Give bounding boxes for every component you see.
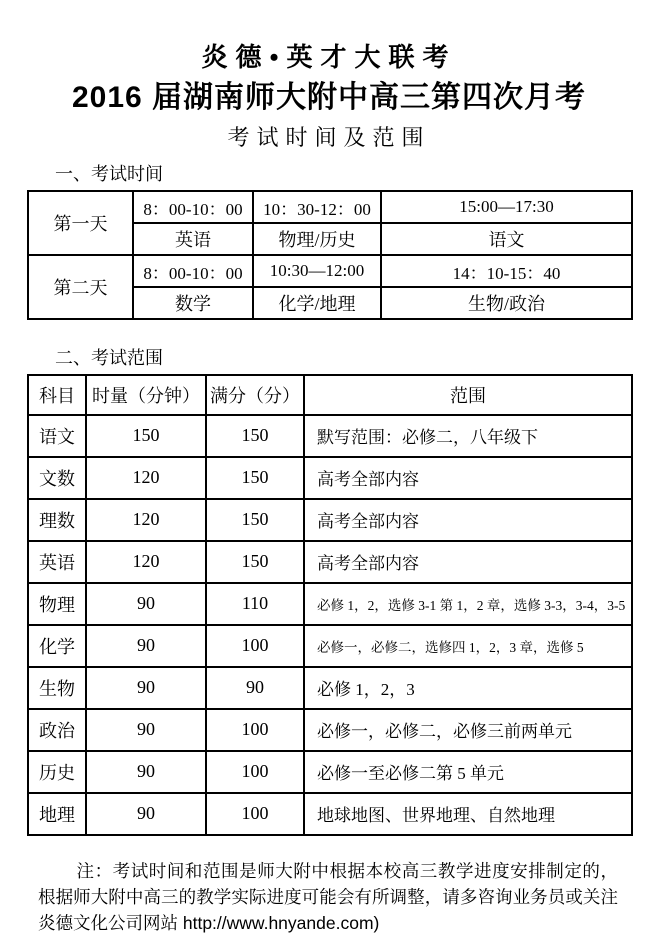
scope-cell-fullscore: 150 [206, 457, 304, 499]
schedule-day2-subject-3: 生物/政治 [381, 287, 632, 319]
scope-cell-subject: 化学 [28, 625, 86, 667]
scope-cell-fullscore: 150 [206, 541, 304, 583]
footer-note: 注：考试时间和范围是师大附中根据本校高三教学进度安排制定的，根据师大附中高三的教学实际进度可能会有所调整，请多咨询业务员或关注炎德文化公司网站 http://www.hnyande.com) [38, 860, 618, 934]
schedule-day2-subject-1: 数学 [133, 287, 253, 319]
scope-table-body [28, 415, 632, 835]
table-row [28, 751, 632, 793]
scope-cell-duration: 90 [86, 667, 206, 709]
scope-cell-fullscore: 100 [206, 751, 304, 793]
scope-cell-duration: 120 [86, 499, 206, 541]
scope-cell-fullscore: 150 [206, 415, 304, 457]
scope-table [27, 374, 633, 836]
page-subtitle: 考试时间及范围 [227, 125, 431, 151]
schedule-day1-subject-3: 语文 [381, 223, 632, 255]
scope-cell-fullscore: 100 [206, 625, 304, 667]
schedule-day2-time-1: 8：00-10：00 [133, 255, 253, 287]
scope-cell-duration: 90 [86, 583, 206, 625]
scope-cell-subject: 地理 [28, 793, 86, 835]
table-row [28, 499, 632, 541]
scope-cell-duration: 90 [86, 709, 206, 751]
table-row [28, 541, 632, 583]
scope-cell-range: 必修一，必修二，选修四 1，2，3 章，选修 5 [304, 625, 632, 667]
scope-header-duration: 时量（分钟） [86, 375, 206, 415]
scope-cell-duration: 120 [86, 457, 206, 499]
scope-header-fullscore: 满分（分） [206, 375, 304, 415]
scope-cell-range: 必修 1，2，选修 3-1 第 1，2 章，选修 3-3，3-4，3-5 [304, 583, 632, 625]
schedule-table [27, 190, 633, 320]
schedule-day1-time-1: 8：00-10：00 [133, 191, 253, 223]
schedule-day1-subject-2: 物理/历史 [253, 223, 381, 255]
schedule-day2-time-2: 10:30—12:00 [253, 255, 381, 287]
scope-cell-fullscore: 100 [206, 793, 304, 835]
scope-cell-fullscore: 150 [206, 499, 304, 541]
scope-cell-range: 必修一至必修二第 5 单元 [304, 751, 632, 793]
table-row [28, 583, 632, 625]
table-row [28, 625, 632, 667]
table-row [28, 457, 632, 499]
scope-cell-duration: 150 [86, 415, 206, 457]
section-exam-time-label: 一、考试时间 [55, 164, 163, 185]
table-row [28, 191, 632, 223]
scope-cell-subject: 物理 [28, 583, 86, 625]
scope-cell-subject: 生物 [28, 667, 86, 709]
scope-cell-range: 高考全部内容 [304, 541, 632, 583]
table-header-row [28, 375, 632, 415]
scope-cell-range: 默写范围：必修二，八年级下 [304, 415, 632, 457]
scope-cell-fullscore: 90 [206, 667, 304, 709]
scope-header-subject: 科目 [28, 375, 86, 415]
schedule-day2-subject-2: 化学/地理 [253, 287, 381, 319]
scope-cell-range: 必修 1，2，3 [304, 667, 632, 709]
table-row [28, 793, 632, 835]
schedule-day-2: 第二天 [28, 255, 133, 319]
scope-cell-fullscore: 110 [206, 583, 304, 625]
scope-cell-subject: 英语 [28, 541, 86, 583]
schedule-day1-time-2: 10：30-12：00 [253, 191, 381, 223]
scope-cell-subject: 历史 [28, 751, 86, 793]
scope-cell-subject: 语文 [28, 415, 86, 457]
scope-cell-subject: 政治 [28, 709, 86, 751]
page-title: 2016 届湖南师大附中高三第四次月考 [71, 80, 587, 114]
schedule-day-1: 第一天 [28, 191, 133, 255]
schedule-day2-time-3: 14：10-15：40 [381, 255, 632, 287]
scope-cell-duration: 90 [86, 625, 206, 667]
table-row [28, 667, 632, 709]
scope-header-range: 范围 [304, 375, 632, 415]
scope-cell-range: 地球地图、世界地理、自然地理 [304, 793, 632, 835]
scope-cell-subject: 文数 [28, 457, 86, 499]
scope-cell-range: 高考全部内容 [304, 457, 632, 499]
brand-title: 炎德•英才大联考 [201, 43, 457, 72]
table-row [28, 709, 632, 751]
schedule-day1-subject-1: 英语 [133, 223, 253, 255]
table-row [28, 415, 632, 457]
scope-cell-range: 高考全部内容 [304, 499, 632, 541]
scope-cell-duration: 90 [86, 751, 206, 793]
scope-cell-range: 必修一，必修二，必修三前两单元 [304, 709, 632, 751]
schedule-day1-time-3: 15:00—17:30 [381, 191, 632, 223]
scope-cell-duration: 90 [86, 793, 206, 835]
section-exam-scope-label: 二、考试范围 [55, 348, 163, 369]
table-row [28, 255, 632, 287]
scope-cell-fullscore: 100 [206, 709, 304, 751]
scope-cell-subject: 理数 [28, 499, 86, 541]
scope-cell-duration: 120 [86, 541, 206, 583]
